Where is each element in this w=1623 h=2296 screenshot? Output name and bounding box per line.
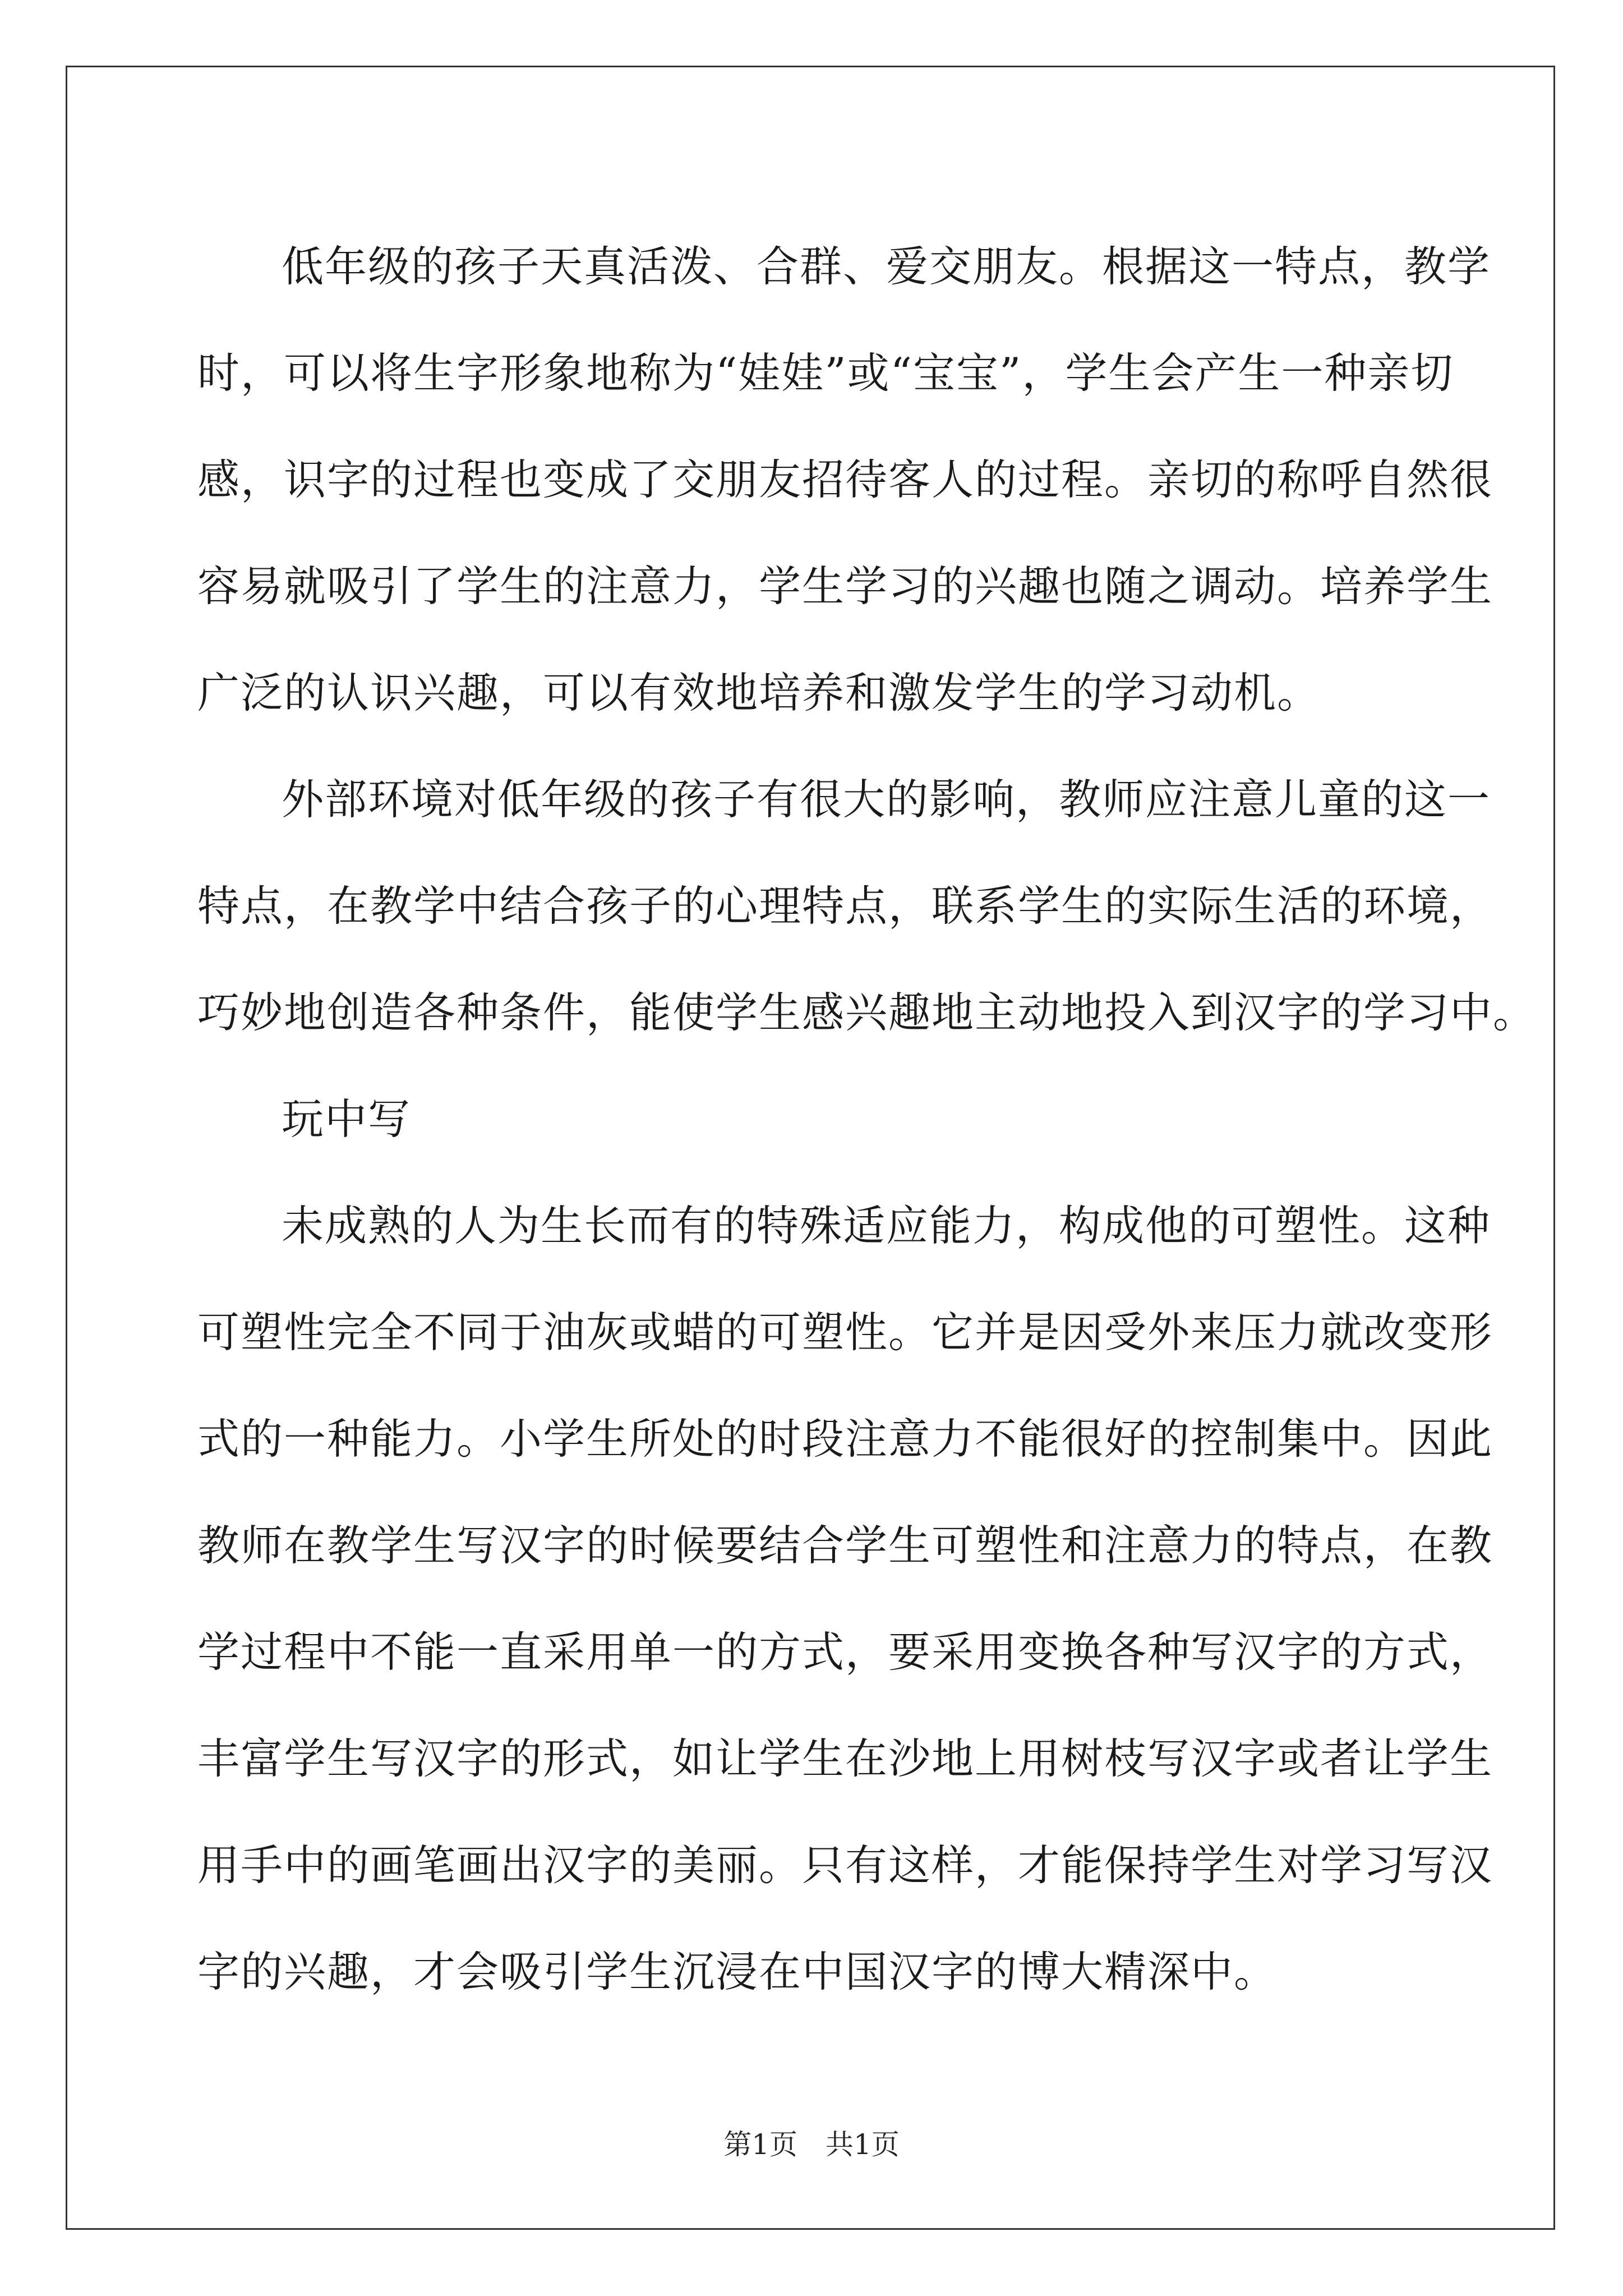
paragraph-3-line-8: 字的兴趣，才会吸引学生沉浸在中国汉字的博大精深中。: [197, 1947, 1278, 1996]
paragraph-3-line-6: 丰富学生写汉字的形式，如让学生在沙地上用树枝写汉字或者让学生: [197, 1734, 1493, 1783]
document-body: [197, 213, 1537, 2025]
paragraph-3-line-3: 式的一种能力。小学生所处的时段注意力不能很好的控制集中。因此: [197, 1414, 1493, 1464]
paragraph-3-line-7: 用手中的画笔画出汉字的美丽。只有这样，才能保持学生对学习写汉: [197, 1841, 1493, 1890]
paragraph-1-line-2: 时，可以将生字形象地称为“娃娃”或“宝宝”，学生会产生一种亲切: [197, 348, 1454, 398]
paragraph-1-line-3: 感，识字的过程也变成了交朋友招待客人的过程。亲切的称呼自然很: [197, 455, 1493, 504]
page-number-footer: 第1页 共1页: [723, 2128, 900, 2161]
paragraph-2-line-1: 外部环境对低年级的孩子有很大的影响，教师应注意儿童的这一: [282, 775, 1491, 824]
paragraph-1-line-4: 容易就吸引了学生的注意力，学生学习的兴趣也随之调动。培养学生: [197, 562, 1493, 611]
paragraph-2-line-3: 巧妙地创造各种条件，能使学生感兴趣地主动地投入到汉字的学习中。: [197, 988, 1537, 1037]
paragraph-1-line-5: 广泛的认识兴趣，可以有效地培养和激发学生的学习动机。: [197, 668, 1321, 717]
section-heading: 玩中写: [282, 1094, 412, 1144]
paragraph-2-line-2: 特点，在教学中结合孩子的心理特点，联系学生的实际生活的环境，: [197, 881, 1493, 931]
paragraph-1-line-1: 低年级的孩子天真活泼、合群、爱交朋友。根据这一特点，教学: [282, 242, 1491, 291]
paragraph-3-line-2: 可塑性完全不同于油灰或蜡的可塑性。它并是因受外来压力就改变形: [197, 1308, 1493, 1357]
paragraph-3-line-4: 教师在教学生写汉字的时候要结合学生可塑性和注意力的特点，在教: [197, 1521, 1493, 1570]
paragraph-3-line-1: 未成熟的人为生长而有的特殊适应能力，构成他的可塑性。这种: [282, 1201, 1491, 1250]
paragraph-3-line-5: 学过程中不能一直采用单一的方式，要采用变换各种写汉字的方式，: [197, 1627, 1493, 1677]
